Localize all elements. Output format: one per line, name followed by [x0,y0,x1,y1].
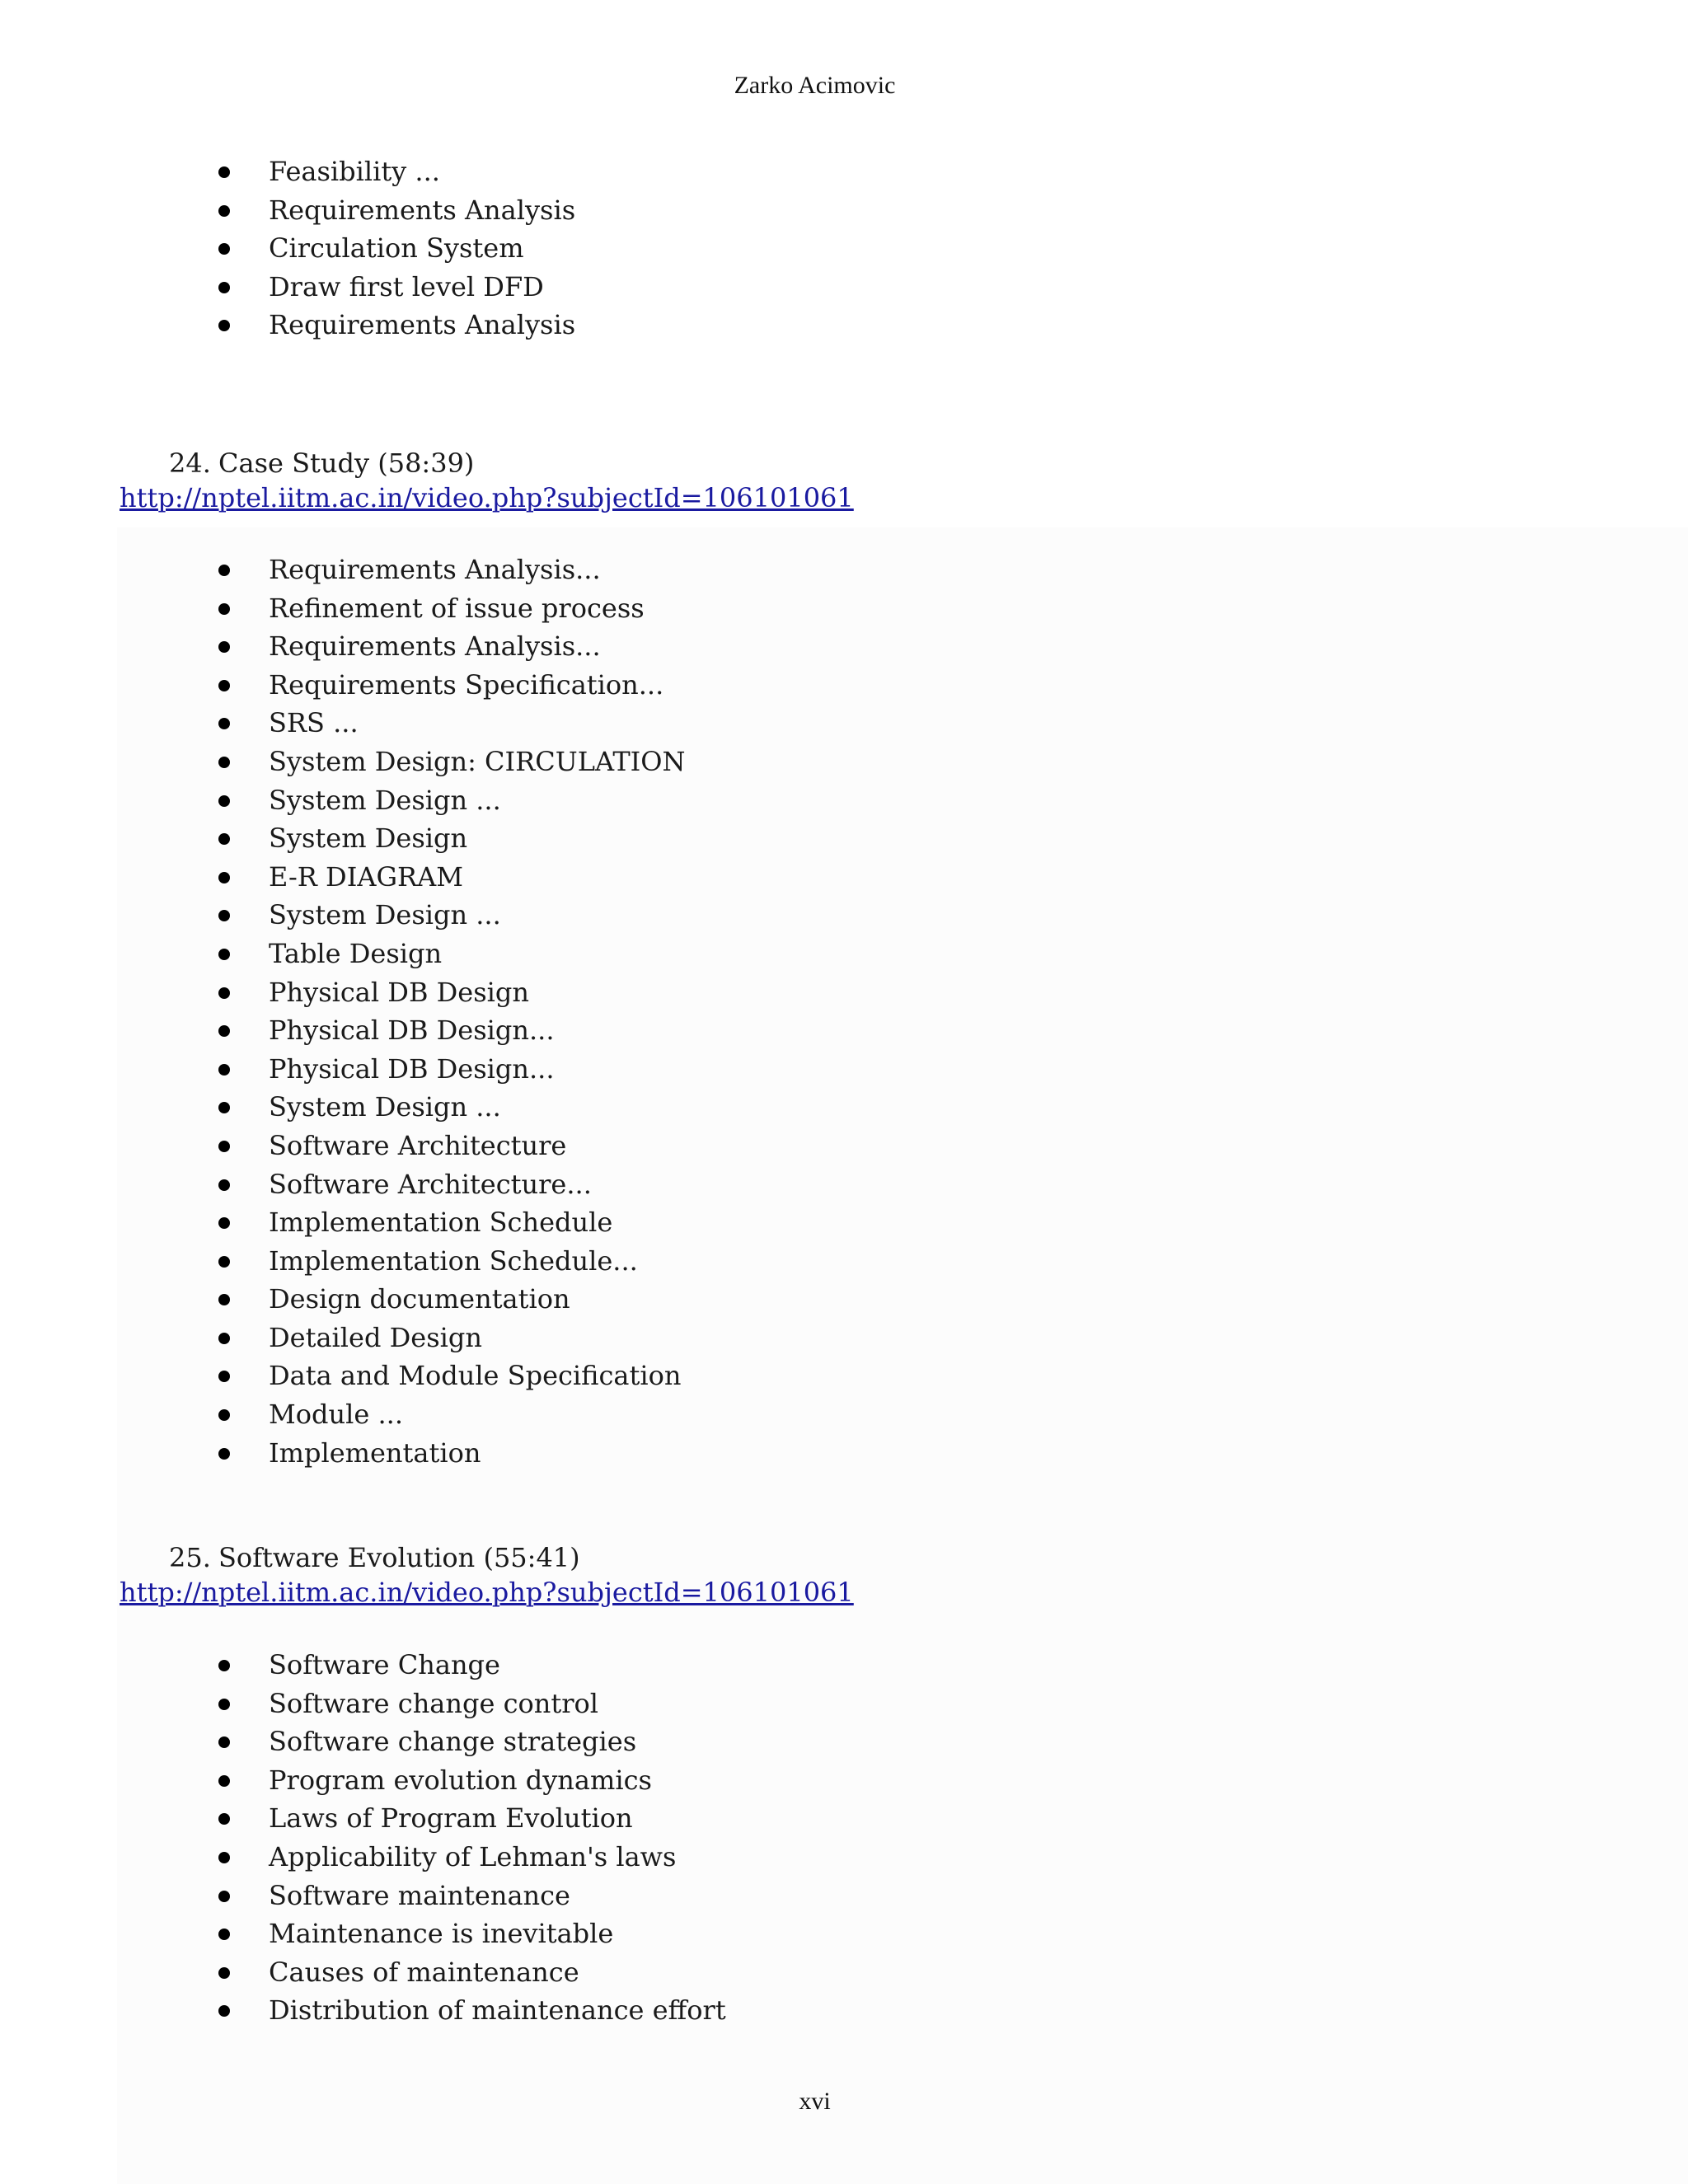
section-title: Case Study (58:39) [218,448,475,479]
list-item-label: Physical DB Design... [269,1052,555,1085]
list-item [0,973,686,1012]
bullet-icon [218,2005,230,2017]
bullet-icon [218,1102,230,1113]
list-item-label: SRS ... [269,707,359,739]
bullet-icon [218,1775,230,1787]
bullet-icon [218,1967,230,1979]
section-25-bullet-list [0,1646,726,2030]
list-item [0,1050,686,1089]
list-item [0,1799,726,1838]
list-item-label: Design documentation [269,1283,570,1315]
list-item-label: Implementation Schedule [269,1207,613,1239]
list-item-label: Circulation System [269,232,524,265]
list-item-label: System Design ... [269,784,501,816]
list-item [0,704,686,743]
list-item-label: System Design [269,823,468,855]
list-item [0,896,686,935]
section-heading-24 [169,445,474,481]
list-item-label: Module ... [269,1399,403,1431]
list-item [0,935,686,973]
list-item-label: E-R DIAGRAM [269,860,463,893]
list-item [0,1434,686,1473]
bullet-icon [218,320,230,331]
bullet-icon [218,1852,230,1863]
list-item [0,1646,726,1685]
list-item-label: Software Architecture... [269,1168,592,1200]
list-item [0,1088,686,1127]
bullet-icon [218,757,230,768]
list-item [0,1685,726,1723]
bullet-icon [218,1813,230,1825]
list-item [0,1203,686,1242]
list-item-label: Requirements Specification... [269,668,664,701]
bullet-icon [218,795,230,807]
list-item-label: System Design: CIRCULATION [269,745,686,777]
bullet-icon [218,872,230,883]
list-item-label: Requirements Analysis [269,309,576,341]
list-item [0,1761,726,1800]
list-item [0,1877,726,1915]
bullet-icon [218,1448,230,1460]
bullet-icon [218,1333,230,1344]
bullet-icon [218,1064,230,1076]
page-header-author: Zarko Acimovic [734,72,896,99]
bullet-icon [218,565,230,576]
section-heading-25 [169,1540,580,1576]
list-item-label: Applicability of Lehman's laws [269,1840,677,1872]
bullet-icon [218,205,230,217]
bullet-icon [218,603,230,615]
list-item [0,1242,686,1281]
list-item-label: Causes of maintenance [269,1956,579,1988]
list-item [0,858,686,897]
list-item-label: Detailed Design [269,1321,482,1353]
list-item [0,743,686,781]
section-number: 25. [169,1542,211,1573]
list-item [0,1127,686,1165]
bullet-icon [218,1736,230,1748]
list-item [0,819,686,858]
bullet-icon [218,1141,230,1152]
list-item-label: Implementation Schedule... [269,1244,638,1277]
list-item [0,229,575,268]
list-item-label: Software change control [269,1687,599,1719]
list-item [0,1280,686,1319]
bullet-icon [218,641,230,653]
bullet-icon [218,1699,230,1710]
list-item-label: Maintenance is inevitable [269,1918,614,1950]
bullet-icon [218,718,230,729]
list-item-label: Physical DB Design... [269,1015,555,1047]
list-item-label: Software maintenance [269,1879,570,1911]
section-title: Software Evolution (55:41) [218,1542,580,1573]
list-item-label: Software change strategies [269,1726,637,1758]
list-item-label: Table Design [269,937,443,969]
list-item-label: Refinement of issue process [269,592,645,624]
list-item [0,1395,686,1434]
bullet-icon [218,282,230,293]
section-number: 24. [169,448,211,479]
list-item [0,306,575,344]
intro-bullet-list [0,152,575,344]
list-item [0,551,686,589]
list-item-label: System Design ... [269,1091,501,1123]
bullet-icon [218,1217,230,1229]
bullet-icon [218,910,230,921]
list-item [0,666,686,705]
bullet-icon [218,1294,230,1305]
bullet-icon [218,1256,230,1268]
list-item-label: Software Change [269,1649,500,1680]
list-item-label: Laws of Program Evolution [269,1802,633,1835]
list-item-label: Physical DB Design [269,976,529,1008]
list-item [0,781,686,820]
list-item [0,1838,726,1877]
list-item [0,1357,686,1395]
list-item [0,1991,726,2030]
list-item-label: Program evolution dynamics [269,1764,652,1796]
section-25-video-link[interactable]: http://nptel.iitm.ac.in/video.php?subjectId=106101061 [120,1577,854,1608]
section-24-video-link[interactable]: http://nptel.iitm.ac.in/video.php?subjectId=106101061 [120,482,854,513]
bullet-icon [218,1929,230,1940]
list-item [0,152,575,191]
list-item-label: Feasibility ... [269,156,440,187]
list-item [0,1722,726,1761]
list-item [0,1011,686,1050]
list-item-label: System Design ... [269,899,501,931]
list-item [0,627,686,666]
bullet-icon [218,949,230,960]
list-item [0,268,575,307]
list-item [0,1319,686,1357]
bullet-icon [218,1371,230,1382]
list-item-label: Draw first level DFD [269,270,544,302]
list-item [0,589,686,628]
bullet-icon [218,166,230,178]
list-item [0,191,575,230]
list-item [0,1915,726,1953]
list-item-label: Implementation [269,1436,481,1469]
list-item-label: Distribution of maintenance effort [269,1994,726,2027]
page-number: xvi [799,2088,831,2115]
list-item-label: Requirements Analysis... [269,554,601,585]
bullet-icon [218,833,230,845]
list-item-label: Data and Module Specification [269,1360,682,1392]
list-item [0,1165,686,1204]
bullet-icon [218,1891,230,1902]
bullet-icon [218,243,230,255]
section-24-bullet-list [0,551,686,1472]
bullet-icon [218,987,230,999]
bullet-icon [218,1025,230,1037]
bullet-icon [218,1409,230,1421]
bullet-icon [218,1179,230,1191]
list-item-label: Software Architecture [269,1129,567,1161]
list-item [0,1953,726,1992]
bullet-icon [218,1660,230,1671]
list-item-label: Requirements Analysis... [269,630,601,663]
bullet-icon [218,680,230,691]
list-item-label: Requirements Analysis [269,194,576,226]
